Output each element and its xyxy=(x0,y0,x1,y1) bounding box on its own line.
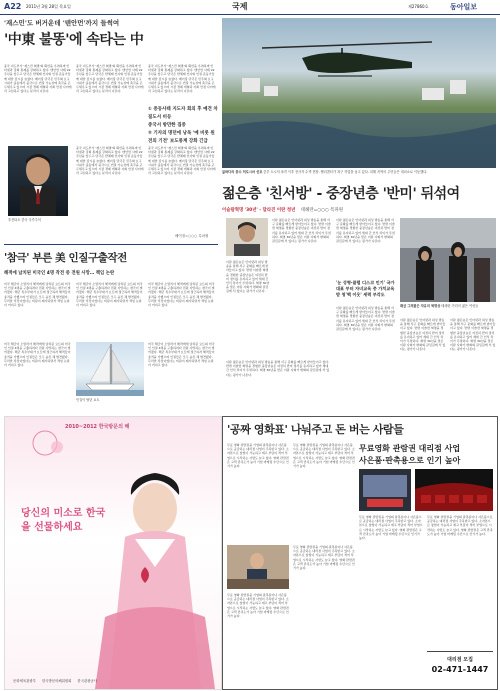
article-hostage xyxy=(4,250,218,276)
article-tagline xyxy=(222,207,496,213)
article-body-col3: 중국 지도부가 '재스민 혁명'의 확산을 우려하며 인터넷과 집회 통제를 강화하고 있다. 톈안먼 사태 22주년을 앞두고 당국은 반체제 인사와 인권 운동가들에 대한 감시를 늘렸다. 베이징 당국은 민주화 요구 시위가 중동에서 중국으로 번질 가능성에 촉각을 곤두세우고 있으며 시장 경제 개혁과 사회 안정 사이에서 고심하고 있다는 분석이 나온다. xyxy=(148,64,216,94)
article-iran xyxy=(222,183,496,213)
photo-caption-text: 테헤란 거리의 젊은 여성들 xyxy=(441,304,479,308)
article-body-col4: 무료 영화 관람권을 기업의 판촉용이나 사은품으로 공급하는 대리점 사업이 주목받고 있다. 소자본으로 창업이 가능하고 재고 부담이 적어 부업으로 시작하는 사람도 늘고 있다. 영화 관람권은 고객 만족도가 높아 기업 마케팅 수단으로 인기가 높다. xyxy=(427,515,493,536)
photo-caption: 후진타오 중국 국가주석 xyxy=(8,218,41,222)
article-kicker: '재스민'도 버거운데 '텐안먼'까지 들썩여 xyxy=(4,19,120,27)
article-body: 무료 영화 관람권을 기업의 판촉용이나 사은품으로 공급하는 대리점 사업이 주목받고 있다. 소자본으로 창업이 가능하고 재고 부담이 적어 부업으로 시작하는 사람도 늘고 있다. 영화 관람권은 고객 만족도가 높아 기업 마케팅 수단으로 인기가 높다. xyxy=(227,443,289,469)
recruit-phone[interactable]: 02-471-1447 xyxy=(431,665,489,674)
article-body-col2: 중국 지도부가 '재스민 혁명'의 확산을 우려하며 인터넷과 집회 통제를 강화하고 있다. 톈안먼 사태 22주년을 앞두고 당국은 반체제 인사와 인권 운동가들에 대한 감시를 늘렸다. 베이징 당국은 민주화 요구 시위가 중동에서 중국으로 번질 가능성에 촉각을 곤두세우고 있으며 시장 경제 개혁과 사회 안정 사이에서 고심하고 있다는 분석이 나온다. xyxy=(76,64,144,94)
movie-ticket-article xyxy=(222,416,498,690)
office-photo xyxy=(227,545,289,589)
photo-caption-text: 중부 도시의 폭격 이후 전사자 수색 현장. 헬리콥터가 복구 작업을 돕고 있다. 피해 지역의 주민들은 대피소로 이동했다. xyxy=(263,170,428,174)
article-body-col3: 이란 젊은층은 인터넷과 위성 방송을 통해 서구 문화를 빠르게 받아들이고 있다. 반면 이슬람 혁명을 경험한 중장년층은 여전히 반미 정서를 유지하고 있어 세대 간 인식 차이가 뚜렷하다. 혁명 30년을 맞은 이란 사회가 변화의 갈림길에 서 있다는 평가가 나온다. xyxy=(336,218,395,244)
photo-caption: 인질이 탔던 요트 xyxy=(76,398,100,402)
article-body-col2b: 중국 지도부가 '재스민 혁명'의 확산을 우려하며 인터넷과 집회 통제를 강화하고 있다. 톈안먼 사태 22주년을 앞두고 당국은 반체제 인사와 인권 운동가들에 대한 감시를 늘렸다. 베이징 당국은 민주화 요구 시위가 중동에서 중국으로 번질 가능성에 촉각을 곤두세우고 있으며 시장 경제 개혁과 사회 안정 사이에서 고심하고 있다는 분석이 나온다. xyxy=(76,146,144,176)
article-body-col3: 미국 해군이 소말리아 해적에게 납치된 요트의 미국인 인질 4명을 구출하려다 전원 사망하는 참극이 벌어졌다. 해군 특수부대가 요트에 접근하자 해적들이 총격을 가했으며 인질들은 모두 숨진 채 발견됐다. 무리한 작전이었다는 비판이 제기되면서 책임 논란이 커지고 있다. xyxy=(148,282,215,308)
section-name: 국제 xyxy=(232,2,248,11)
ad-slogan: 당신의 미소로 한국을 선물하세요 xyxy=(21,508,106,533)
reporter-photo xyxy=(226,218,268,256)
divider xyxy=(4,244,218,245)
helicopter-photo xyxy=(222,18,496,168)
article-body-col5: 이란 젊은층은 인터넷과 위성 방송을 통해 서구 문화를 빠르게 받아들이고 있다. 반면 이슬람 혁명을 경험한 중장년층은 여전히 반미 정서를 유지하고 있어 세대 간 인식 차이가 뚜렷하다. 혁명 30년을 맞은 이란 사회가 변화의 갈림길에 서 있다는 평가가 나온다. xyxy=(450,318,496,352)
article-body: 미국 해군이 소말리아 해적에게 납치된 요트의 미국인 인질 4명을 구출하려다 전원 사망하는 참극이 벌어졌다. 해군 특수부대가 요트에 접근하자 해적들이 총격을 가했으며 인질들은 모두 숨진 채 발견됐다. 무리한 작전이었다는 비판이 제기되면서 책임 논란이 커지고 있다. xyxy=(4,282,71,308)
article-china xyxy=(4,18,218,49)
tourism-ad xyxy=(4,416,222,690)
sponsor-1: 문화체육관광부 xyxy=(13,679,36,683)
article-subhead: '눈 성형·클럽 디스코 인기' 국가대표 부터 자녀교육 중 가치교육받 청'핵 이웃' 세력 부각도 xyxy=(336,280,395,297)
photo-caption-title: 불바다의 총수 히로시마 선포 xyxy=(222,170,263,174)
subpoint-3: ② 기자의 명던에 낭독 '예 비롯 원전의 기전' 보도통계 강화 긴급 xyxy=(148,131,215,144)
subpoint-1: ① 중동사태 지도자 회의 후 예견 차질도서 비등 xyxy=(148,107,218,120)
photo-caption-title: 패굴 그려봤은 자유의 혁명상 xyxy=(400,304,441,308)
subpoint-2: 중국서 방만한 집중 xyxy=(148,123,186,128)
article-body: 중국 지도부가 '재스민 혁명'의 확산을 우려하며 인터넷과 집회 통제를 강화하고 있다. 톈안먼 사태 22주년을 앞두고 당국은 반체제 인사와 인권 운동가들에 대한 감시를 늘렸다. 베이징 당국은 민주화 요구 시위가 중동에서 중국으로 번질 가능성에 촉각을 곤두세우고 있으며 시장 경제 개혁과 사회 안정 사이에서 고심하고 있다는 분석이 나온다. xyxy=(4,64,72,94)
article-headline: '참극' 부른 美 인질구출작전 xyxy=(4,252,127,264)
sponsor-3: 한국관광공사 xyxy=(77,679,98,683)
article-headline: 젊은층 '친서방' - 중장년층 '반미' 뒤섞여 xyxy=(222,186,460,202)
hu-jintao-photo xyxy=(8,146,68,216)
ad-years: 2010~2012 한국방문의 해 xyxy=(65,424,130,430)
article-body-col1b: 미국 해군이 소말리아 해적에게 납치된 요트의 미국인 인질 4명을 구출하려다 전원 사망하는 참극이 벌어졌다. 해군 특수부대가 요트에 접근하자 해적들이 총격을 가했으며 인질들은 모두 숨진 채 발견됐다. 무리한 작전이었다는 비판이 제기되면서 책임 논란이 커지고 있다. xyxy=(4,342,71,368)
article-subpoints xyxy=(148,106,218,146)
photo-caption xyxy=(400,304,496,314)
sponsor-2: 한국방문의해위원회 xyxy=(41,679,72,683)
recruit-label: 대리점 모집 xyxy=(447,657,473,663)
yacht-photo xyxy=(76,342,144,396)
article-body-col1b: 이란 젊은층은 인터넷과 위성 방송을 통해 서구 문화를 빠르게 받아들이고 있다. 반면 이슬람 혁명을 경험한 중장년층은 여전히 반미 정서를 유지하고 있어 세대 간 인식 차이가 뚜렷하다. 혁명 30년을 맞은 이란 사회가 변화의 갈림길에 서 있다는 평가가 나온다. xyxy=(226,360,330,377)
article-body-col2b: 무료 영화 관람권을 기업의 판촉용이나 사은품으로 공급하는 대리점 사업이 주목받고 있다. 소자본으로 창업이 가능하고 재고 부담이 적어 부업으로 시작하는 사람도 늘고 있다. 영화 관람권은 고객 만족도가 높아 기업 마케팅 수단으로 인기가 높다. xyxy=(293,545,355,571)
article-byline: 베이징=○○○ 특파원 xyxy=(175,234,209,238)
article-body: 이란 젊은층은 인터넷과 위성 방송을 통해 서구 문화를 빠르게 받아들이고 있다. 반면 이슬람 혁명을 경험한 중장년층은 여전히 반미 정서를 유지하고 있어 세대 간 인식 차이가 뚜렷하다. 혁명 30년을 맞은 이란 사회가 변화의 갈림길에 서 있다는 평가가 나온다. xyxy=(272,218,331,244)
article-subhead-1: 무료영화 관람권 대리점 사업 xyxy=(359,444,461,453)
article-headline: '中東 불똥'에 속타는 中 xyxy=(4,32,144,48)
issue-date: 2011년 3월 28일 목요일 xyxy=(26,4,71,9)
article-byline: 테헤란=○○○ 특파원 xyxy=(300,208,343,213)
article-headline: '공짜 영화표' 나눠주고 돈 버는 사람들 xyxy=(227,423,404,436)
recruit-box xyxy=(427,651,493,686)
screen-photo xyxy=(359,469,411,511)
article-body-col1b: 무료 영화 관람권을 기업의 판촉용이나 사은품으로 공급하는 대리점 사업이 주목받고 있다. 소자본으로 창업이 가능하고 재고 부담이 적어 부업으로 시작하는 사람도 늘고 있다. 영화 관람권은 고객 만족도가 높아 기업 마케팅 수단으로 인기가 높다. xyxy=(227,593,289,619)
article-body-col3: 무료 영화 관람권을 기업의 판촉용이나 사은품으로 공급하는 대리점 사업이 주목받고 있다. 소자본으로 창업이 가능하고 재고 부담이 적어 부업으로 시작하는 사람도 늘고 있다. 영화 관람권은 고객 만족도가 높아 기업 마케팅 수단으로 인기가 높다. xyxy=(359,515,423,541)
tagline-text: 이슬람혁명 '30년' - 달라진 이란 청년 xyxy=(222,208,296,213)
theater-photo xyxy=(415,469,493,511)
article-body-col4: 이란 젊은층은 인터넷과 위성 방송을 통해 서구 문화를 빠르게 받아들이고 있다. 반면 이슬람 혁명을 경험한 중장년층은 여전히 반미 정서를 유지하고 있어 세대 간 인식 차이가 뚜렷하다. 혁명 30년을 맞은 이란 사회가 변화의 갈림길에 서 있다는 평가가 나온다. xyxy=(400,318,446,352)
article-body-col2: 무료 영화 관람권을 기업의 판촉용이나 사은품으로 공급하는 대리점 사업이 주목받고 있다. 소자본으로 창업이 가능하고 재고 부담이 적어 부업으로 시작하는 사람도 늘고 있다. 영화 관람권은 고객 만족도가 높아 기업 마케팅 수단으로 인기가 높다. xyxy=(293,443,355,469)
article-body-col1: 이란 젊은층은 인터넷과 위성 방송을 통해 서구 문화를 빠르게 받아들이고 있다. 반면 이슬람 혁명을 경험한 중장년층은 여전히 반미 정서를 유지하고 있어 세대 간 인식 차이가 뚜렷하다. 혁명 30년을 맞은 이란 사회가 변화의 갈림길에 서 있다는 평가가 나온다. xyxy=(226,260,270,294)
photo-caption-top xyxy=(222,170,496,179)
page-number: A22 xyxy=(4,2,22,11)
iran-street-photo xyxy=(400,218,496,302)
article-body-col3b: 이란 젊은층은 인터넷과 위성 방송을 통해 서구 문화를 빠르게 받아들이고 있다. 반면 이슬람 혁명을 경험한 중장년층은 여전히 반미 정서를 유지하고 있어 세대 간 인식 차이가 뚜렷하다. 혁명 30년을 맞은 이란 사회가 변화의 갈림길에 서 있다는 평가가 나온다. xyxy=(336,306,395,332)
article-subhead: 해적에 납치된 미국인 4명 작전 중 전원 사망… 책임 논란 xyxy=(4,271,115,276)
ad-sponsors xyxy=(13,678,213,683)
page-header xyxy=(0,0,500,15)
article-body-col3b: 미국 해군이 소말리아 해적에게 납치된 요트의 미국인 인질 4명을 구출하려다 전원 사망하는 참극이 벌어졌다. 해군 특수부대가 요트에 접근하자 해적들이 총격을 가했으며 인질들은 모두 숨진 채 발견됐다. 무리한 작전이었다는 비판이 제기되면서 책임 논란이 커지고 있다. xyxy=(148,342,215,368)
article-body-col3b: 중국 지도부가 '재스민 혁명'의 확산을 우려하며 인터넷과 집회 통제를 강화하고 있다. 톈안먼 사태 22주년을 앞두고 당국은 반체제 인사와 인권 운동가들에 대한 감시를 늘렸다. 베이징 당국은 민주화 요구 시위가 중동에서 중국으로 번질 가능성에 촉각을 곤두세우고 있으며 시장 경제 개혁과 사회 안정 사이에서 고심하고 있다는 분석이 나온다. xyxy=(148,146,216,176)
paper-name: 동아일보 xyxy=(450,3,478,11)
article-subhead-2: 사은품·판촉용으로 인기 높아 xyxy=(359,456,461,465)
article-body-col2: 미국 해군이 소말리아 해적에게 납치된 요트의 미국인 인질 4명을 구출하려다 전원 사망하는 참극이 벌어졌다. 해군 특수부대가 요트에 접근하자 해적들이 총격을 가했으며 인질들은 모두 숨진 채 발견됐다. 무리한 작전이었다는 비판이 제기되면서 책임 논란이 커지고 있다. xyxy=(76,282,143,308)
issue-number: 제27860호 xyxy=(408,4,429,9)
